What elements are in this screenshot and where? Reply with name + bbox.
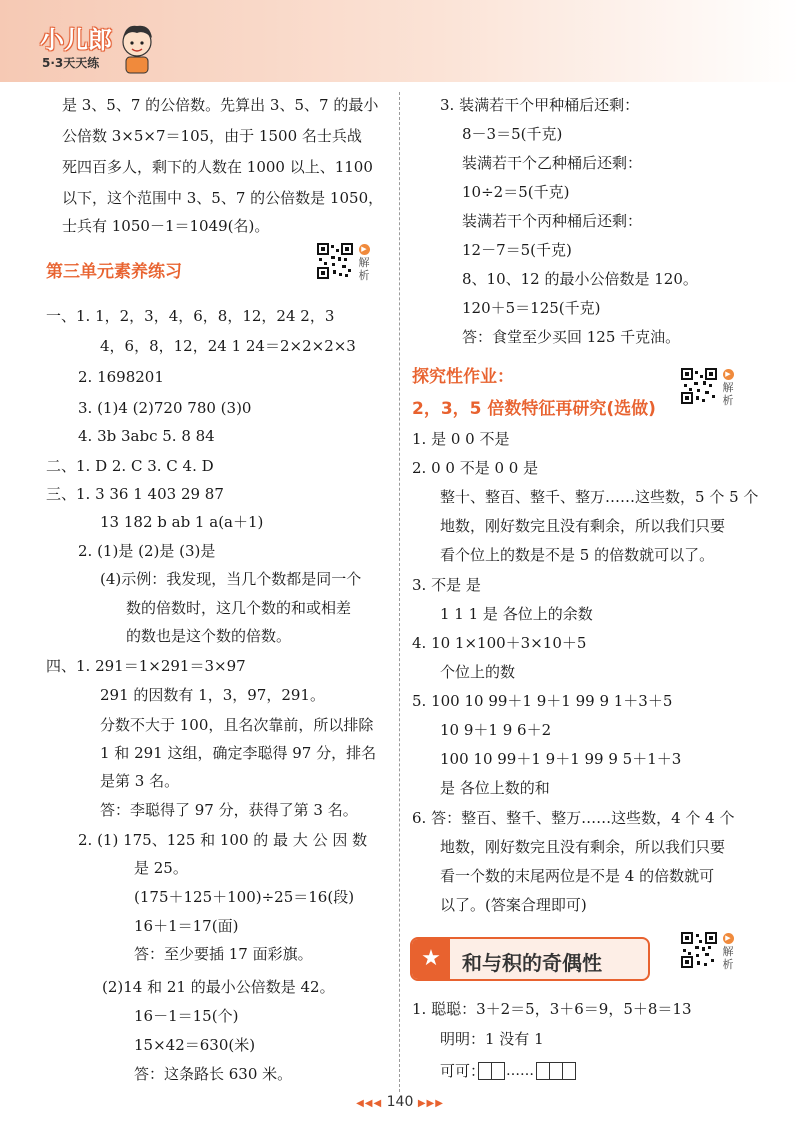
answer-line: 是第 3 名。 [100, 772, 180, 790]
answer-line: 是 25。 [134, 859, 188, 877]
section-title: 和与积的奇偶性 [462, 951, 602, 975]
answer-line: 数的倍数时，这几个数的和或相差 [126, 599, 352, 617]
answer-line: 10 9＋1 9 6＋2 [440, 721, 552, 739]
text-line: 死四百多人，剩下的人数在 1000 以上、1100 [62, 158, 373, 176]
answer-line: 明明：1 没有 1 [440, 1030, 544, 1048]
prev-arrows-icon: ◀◀◀ [356, 1098, 383, 1109]
answer-line: 2. 0 0 不是 0 0 是 [412, 459, 539, 477]
answer-line: 答：这条路长 630 米。 [134, 1065, 293, 1083]
answer-line: 8、10、12 的最小公倍数是 120。 [462, 270, 698, 288]
qr-code-icon[interactable] [681, 368, 717, 404]
answer-line: 2. (1) 175、125 和 100 的 最 大 公 因 数 [78, 831, 368, 849]
answer-line: 13 182 b ab 1 a(a＋1) [100, 513, 264, 531]
answer-line: 15×42＝630(米) [134, 1036, 256, 1054]
answer-line: (175＋125＋100)÷25＝16(段) [134, 888, 355, 906]
answer-line: 以了。(答案合理即可) [440, 896, 587, 914]
answer-line: 10÷2＝5(千克) [462, 183, 570, 201]
explore-heading: 探究性作业： [412, 367, 514, 387]
text-line: 士兵有 1050－1＝1049(名)。 [62, 217, 270, 235]
answer-line: 地数，刚好数完且没有剩余，所以我们只要 [440, 838, 726, 856]
answer-line: 可可： [440, 1062, 486, 1080]
answer-line: 120＋5＝125(千克) [462, 299, 601, 317]
answer-line: 分数不大于 100，且名次靠前，所以排除 [100, 716, 374, 734]
answer-line: 3. 不是 是 [412, 576, 481, 594]
answer-line: 2. 1698201 [78, 368, 164, 386]
answer-line: 的数也是这个数的倍数。 [126, 627, 292, 645]
qr-label: ▶ 解析 [358, 245, 370, 282]
grid-cell [549, 1062, 563, 1080]
page-footer [0, 1094, 800, 1110]
answer-line: 4. 10 1×100＋3×10＋5 [412, 634, 587, 652]
grid-dots: …… [506, 1063, 534, 1079]
answer-line: 一、1. 1，2，3，4，6，8，12，24 2，3 [46, 307, 335, 325]
text-line: 是 3、5、7 的公倍数。先算出 3、5、7 的最小 [62, 96, 379, 114]
next-arrows-icon: ▶▶▶ [417, 1098, 444, 1109]
qr-label: ▶ 解析 [722, 934, 734, 971]
answer-line: 是 各位上数的和 [440, 779, 550, 797]
play-icon: ▶ [723, 933, 734, 944]
grid-cell [562, 1062, 576, 1080]
answer-line: (2)14 和 21 的最小公倍数是 42。 [102, 978, 335, 996]
qr-code-icon[interactable] [317, 243, 353, 279]
answer-line: 6. 答：整百、整千、整万……这些数，4 个 4 个 [412, 809, 735, 827]
section-title-box [410, 937, 650, 981]
page-number: 140 [386, 1094, 414, 1110]
answer-line: 3. 装满若干个甲种桶后还剩： [440, 96, 640, 114]
answer-line: 3. (1)4 (2)720 780 (3)0 [78, 399, 252, 417]
text-line: 公倍数 3×5×7＝105，由于 1500 名士兵战 [62, 127, 362, 145]
answer-line: 答：至少要插 17 面彩旗。 [134, 945, 313, 963]
star-icon: ★ [412, 939, 450, 979]
answer-line: 1. 聪聪：3＋2＝5，3＋6＝9，5＋8＝13 [412, 1000, 692, 1018]
explore-subheading: 2，3，5 倍数特征再研究(选做) [412, 399, 656, 419]
answer-line: 看个位上的数是不是 5 的倍数就可以了。 [440, 546, 715, 564]
grid-cell [536, 1062, 550, 1080]
play-icon: ▶ [359, 244, 370, 255]
answer-line: 三、1. 3 36 1 403 29 87 [46, 485, 224, 503]
answer-line: 16－1＝15(个) [134, 1007, 239, 1025]
answer-line: 2. (1)是 (2)是 (3)是 [78, 542, 216, 560]
mascot-icon [114, 20, 160, 76]
grid-cell [491, 1062, 505, 1080]
brand-logo [40, 18, 160, 84]
answer-line: 看一个数的末尾两位是不是 4 的倍数就可 [440, 867, 715, 885]
column-divider [399, 92, 400, 1092]
answer-line: 1 和 291 这组，确定李聪得 97 分，排名 [100, 744, 377, 762]
answer-line: 装满若干个乙种桶后还剩： [462, 154, 643, 172]
answer-line: (4)示例：我发现，当几个数都是同一个 [100, 570, 362, 588]
grid-cell [478, 1062, 492, 1080]
answer-line: 二、1. D 2. C 3. C 4. D [46, 457, 214, 475]
answer-line: 16＋1＝17(面) [134, 917, 239, 935]
answer-line: 四、1. 291＝1×291＝3×97 [46, 657, 246, 675]
answer-line: 4，6，8，12，24 1 24＝2×2×2×3 [100, 337, 356, 355]
answer-line: 8－3＝5(千克) [462, 125, 563, 143]
answer-line: 整十、整百、整千、整万……这些数，5 个 5 个 [440, 488, 759, 506]
unit-heading: 第三单元素养练习 [46, 262, 182, 282]
qr-label: ▶ 解析 [722, 370, 734, 407]
answer-line: 5. 100 10 99＋1 9＋1 99 9 1＋3＋5 [412, 692, 673, 710]
answer-line: 答：食堂至少买回 125 千克油。 [462, 328, 681, 346]
brand-name: 小儿郎 [40, 26, 112, 54]
text-line: 以下，这个范围中 3、5、7 的公倍数是 1050， [62, 189, 384, 207]
answer-line: 装满若干个丙种桶后还剩： [462, 212, 643, 230]
answer-line: 地数，刚好数完且没有剩余，所以我们只要 [440, 517, 726, 535]
answer-grid [478, 1062, 575, 1080]
answer-line: 100 10 99＋1 9＋1 99 9 5＋1＋3 [440, 750, 682, 768]
answer-line: 291 的因数有 1，3，97，291。 [100, 686, 325, 704]
play-icon: ▶ [723, 369, 734, 380]
answer-line: 答：李聪得了 97 分，获得了第 3 名。 [100, 801, 358, 819]
answer-line: 1 1 1 是 各位上的余数 [440, 605, 593, 623]
brand-series: 5·3天天练 [42, 56, 100, 70]
answer-line: 4. 3b 3abc 5. 8 84 [78, 427, 215, 445]
qr-code-icon[interactable] [681, 932, 717, 968]
answer-line: 12－7＝5(千克) [462, 241, 572, 259]
answer-line: 个位上的数 [440, 663, 516, 681]
answer-line: 1. 是 0 0 不是 [412, 430, 510, 448]
